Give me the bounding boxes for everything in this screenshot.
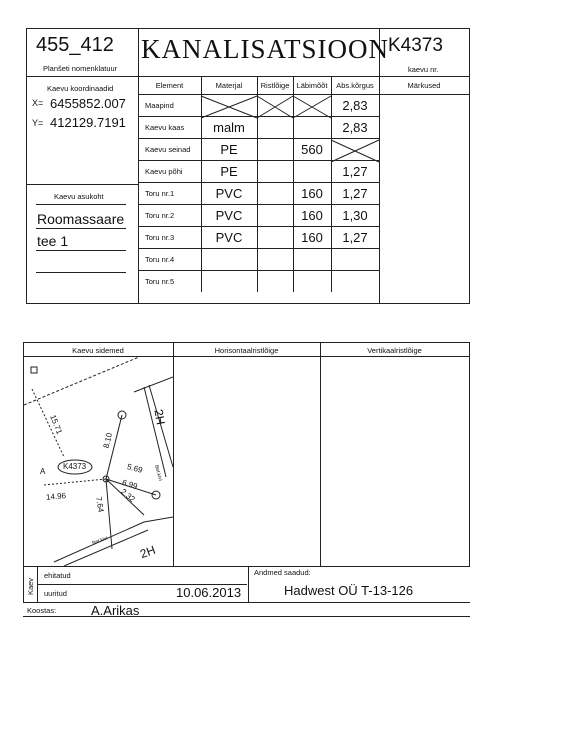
table-cell: 2,83 [342, 97, 368, 113]
table-cell: 160 [301, 229, 323, 245]
horizontal-label: Horisontaalristlõige [214, 346, 279, 355]
table-cell: 1,27 [342, 229, 368, 245]
table-header-cell: Läbimõõt [296, 80, 328, 90]
lower-div-2 [320, 342, 321, 566]
table-row-label: Maapind [145, 100, 174, 110]
table-cell: PVC [215, 207, 243, 223]
sheet-number: 455_412 [36, 34, 114, 56]
table-cell: PVC [215, 185, 243, 201]
dim-label-7: 2.32 [118, 487, 137, 504]
table-cell: 1,30 [342, 207, 368, 223]
table-cell: 1,27 [342, 185, 368, 201]
table-header-cell: Materjal [215, 80, 243, 90]
built-label: ehitatud [44, 571, 71, 580]
table-header-cell: Abs.kõrgus [336, 80, 374, 90]
dim-label-1: 15.71 [48, 413, 64, 436]
table-row-label: Toru nr.4 [145, 254, 175, 264]
location-label: Kaevu asukoht [54, 192, 104, 201]
lower-right [469, 342, 470, 566]
table-row-label: Kaevu kaas [145, 122, 185, 132]
y-prefix: Y= [32, 118, 44, 128]
table-row-label: Kaevu põhi [145, 166, 183, 176]
lower-div-1 [173, 342, 174, 566]
dim-line-2 [44, 479, 106, 485]
lower-bottom [23, 566, 470, 567]
table-row-label: Toru nr.3 [145, 232, 175, 242]
vertical-label: Vertikaalristlõige [367, 346, 422, 355]
x-prefix: X= [32, 98, 44, 108]
dim-label-3: 5.69 [126, 462, 144, 475]
source-value: Hadwest OÜ T-13-126 [284, 583, 414, 598]
table-cell: PE [220, 141, 238, 157]
author-label: Koostas: [27, 606, 57, 615]
dim-label-6: 7.64 [94, 496, 106, 513]
table-cell: PE [220, 163, 238, 179]
well-number-label: kaevu nr. [408, 65, 439, 74]
site-sketch [24, 357, 173, 566]
table-cell: 160 [301, 207, 323, 223]
dim-label-4: 6.99 [120, 477, 139, 492]
table-cell: 560 [301, 141, 323, 157]
lower-top [23, 342, 470, 343]
corner-marker [31, 367, 37, 373]
footer-left [23, 566, 24, 602]
table-header-cell: Märkused [407, 80, 441, 90]
table-row-label: Toru nr.1 [145, 188, 175, 198]
sheet-label: Planšeti nomenklatuur [43, 64, 118, 73]
page-title: KANALISATSIOON [141, 34, 389, 64]
surveyed-label: uuritud [44, 589, 67, 598]
y-coordinate: 412129.7191 [50, 115, 126, 130]
dim-label-2: 8.10 [101, 431, 115, 450]
well-tag: K4373 [63, 462, 87, 471]
coordinates-label: Kaevu koordinaadid [47, 84, 114, 93]
author-value: A.Arikas [91, 603, 140, 618]
footer-divider [248, 566, 249, 602]
table-row-label: Toru nr.5 [145, 276, 175, 286]
building-label-top: 2H [151, 408, 168, 426]
small-label-1: Bet.kivi [153, 464, 164, 482]
location-line2: tee 1 [37, 233, 69, 249]
x-coordinate: 6455852.007 [50, 96, 126, 111]
connections-label: Kaevu sidemed [72, 346, 124, 355]
building-label-bottom: 2H [138, 542, 158, 562]
side-label: Kaev [26, 577, 36, 596]
table-row-label: Toru nr.2 [145, 210, 175, 220]
letter-a: A [40, 467, 46, 476]
cross-marks [0, 0, 584, 320]
table-cell: 2,83 [342, 119, 368, 135]
survey-date: 10.06.2013 [176, 585, 242, 600]
table-cell: 160 [301, 185, 323, 201]
well-number: K4373 [388, 35, 443, 56]
dim-label-5: 14.96 [45, 491, 67, 502]
small-label-2: Bet.kivi [91, 535, 109, 547]
property-line [24, 357, 139, 405]
location-line1: Roomassaare [37, 211, 125, 227]
table-row-label: Kaevu seinad [145, 144, 191, 154]
source-label: Andmed saadud: [254, 568, 311, 577]
table-cell: 1,27 [342, 163, 368, 179]
table-cell: malm [213, 119, 245, 135]
table-header-cell: Element [155, 80, 184, 90]
building-top-edge [134, 377, 173, 392]
table-cell: PVC [215, 229, 243, 245]
table-header-cell: Ristlõige [260, 80, 290, 90]
